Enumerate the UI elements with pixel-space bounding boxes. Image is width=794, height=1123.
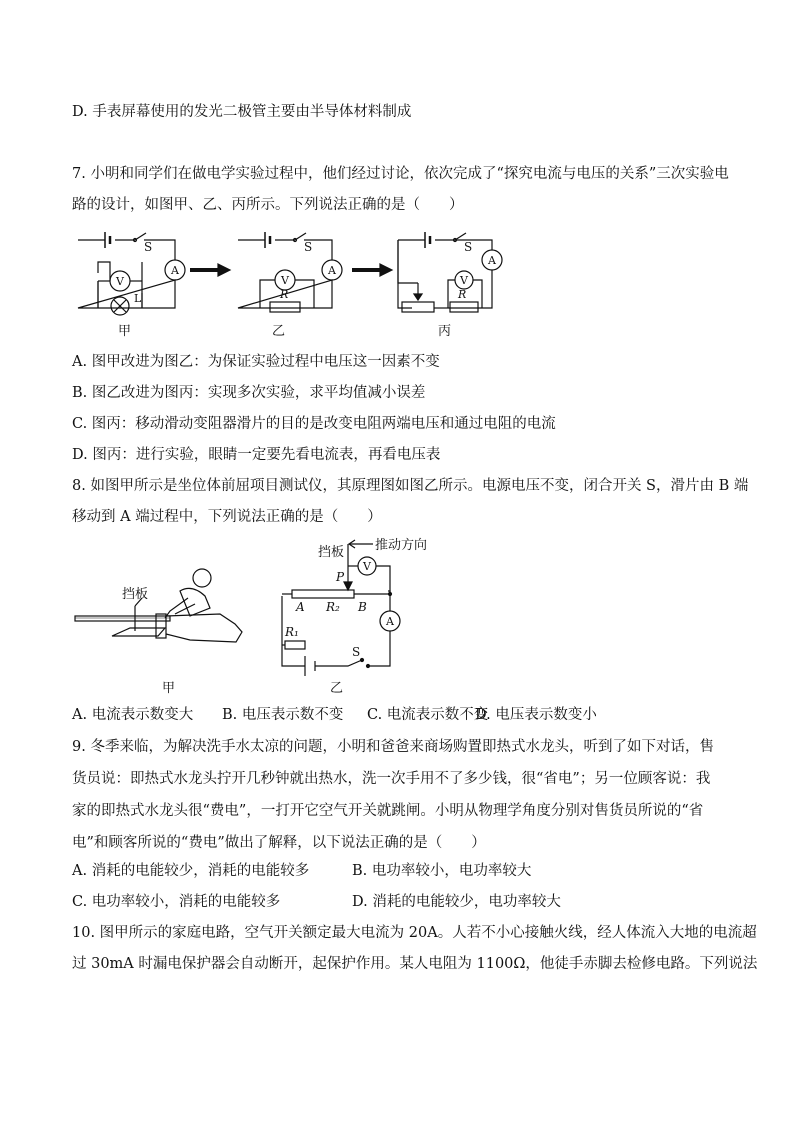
- svg-text:S: S: [144, 240, 153, 254]
- question-10-stem-line-2: 过 30mA 时漏电保护器会自动断开，起保护作用。某人电阻为 1100Ω，他徒手赤脚去检修电路。下列说法: [72, 956, 758, 972]
- q9-option-b: B. 电功率较小，电功率较大: [352, 863, 532, 879]
- q7-caption-yi: 乙: [272, 324, 286, 339]
- svg-text:A: A: [488, 254, 496, 267]
- svg-text:B: B: [358, 600, 367, 614]
- svg-text:R: R: [280, 288, 289, 301]
- q9-option-c: C. 电功率较小，消耗的电能较多: [72, 894, 281, 910]
- q8-options-row: [72, 705, 722, 725]
- svg-text:推动方向: 推动方向: [375, 538, 428, 553]
- svg-text:V: V: [116, 275, 124, 288]
- svg-text:V: V: [460, 274, 468, 287]
- svg-text:V: V: [281, 274, 289, 287]
- question-10-stem-line-1: 10. 图甲所示的家庭电路，空气开关额定最大电流为 20A。人若不小心接触火线，经人体流入大地的电流超: [72, 925, 757, 941]
- svg-text:S: S: [464, 240, 473, 254]
- q8-figures: [70, 536, 428, 671]
- q8-option-c: C. 电流表示数不变: [367, 707, 489, 723]
- svg-text:A: A: [296, 600, 305, 614]
- question-7-stem-line-2: 路的设计，如图甲、乙、丙所示。下列说法正确的是（ ）: [72, 197, 464, 213]
- svg-text:V: V: [363, 560, 371, 573]
- q7-caption-jia: 甲: [118, 324, 132, 339]
- svg-text:S: S: [304, 240, 313, 254]
- question-7-stem-line-1: 7. 小明和同学们在做电学实验过程中，他们经过讨论，依次完成了“探究电流与电压的关系”三次实验电: [72, 166, 729, 182]
- option-d-previous: D. 手表屏幕使用的发光二极管主要由半导体材料制成: [72, 104, 412, 120]
- svg-text:R₁: R₁: [285, 625, 299, 639]
- svg-text:A: A: [386, 615, 394, 628]
- svg-text:S: S: [352, 645, 361, 659]
- svg-text:R₂: R₂: [326, 600, 340, 614]
- q8-baffle-label-jia: 挡板: [122, 587, 149, 602]
- q8-caption-jia: 甲: [162, 681, 176, 696]
- q7-option-d: D. 图丙：进行实验，眼睛一定要先看电流表，再看电压表: [72, 447, 441, 463]
- svg-text:R: R: [458, 288, 467, 301]
- q9-options-row-2: [72, 892, 722, 912]
- question-9-stem: 9. 冬季来临，为解决洗手水太凉的问题，小明和爸爸来商场购置即热式水龙头，听到了如下对话，售货员说：即热式水龙头拧开几秒钟就出热水，洗一次手用不了多少钱，很“省电”；另一位顾客说：我家的即热式水龙头很“费电”，一打开它空气开关就跳闸。小明从物理学角度分别对售货员所说的“省电”和顾客所说的“费电”做出了解释，以下说法正确的是（ ）: [72, 739, 714, 851]
- q7-option-a: A. 图甲改进为图乙：为保证实验过程中电压这一因素不变: [72, 354, 440, 370]
- q8-caption-yi: 乙: [330, 681, 344, 696]
- question-8-stem-line-2: 移动到 A 端过程中，下列说法正确的是（ ）: [72, 509, 382, 525]
- svg-text:A: A: [171, 264, 179, 277]
- q8-option-d: D. 电压表示数变小: [475, 707, 597, 723]
- q9-options-row-1: [72, 861, 722, 881]
- q8-option-a: A. 电流表示数变大: [72, 707, 194, 723]
- q7-caption-bing: 丙: [438, 324, 452, 339]
- svg-text:挡板: 挡板: [318, 545, 345, 560]
- svg-text:A: A: [328, 264, 336, 277]
- svg-text:P: P: [336, 570, 345, 584]
- q9-option-d: D. 消耗的电能较少，电功率较大: [352, 894, 561, 910]
- svg-text:L: L: [134, 292, 142, 305]
- q9-option-a: A. 消耗的电能较少，消耗的电能较多: [72, 863, 310, 879]
- q7-option-c: C. 图丙：移动滑动变阻器滑片的目的是改变电阻两端电压和通过电阻的电流: [72, 416, 556, 432]
- question-8-stem-line-1: 8. 如图甲所示是坐位体前屈项目测试仪，其原理图如图乙所示。电源电压不变，闭合开关 S，滑片由 B 端: [72, 478, 749, 494]
- q7-option-b: B. 图乙改进为图丙：实现多次实验，求平均值减小误差: [72, 385, 426, 401]
- q8-option-b: B. 电压表示数不变: [222, 707, 344, 723]
